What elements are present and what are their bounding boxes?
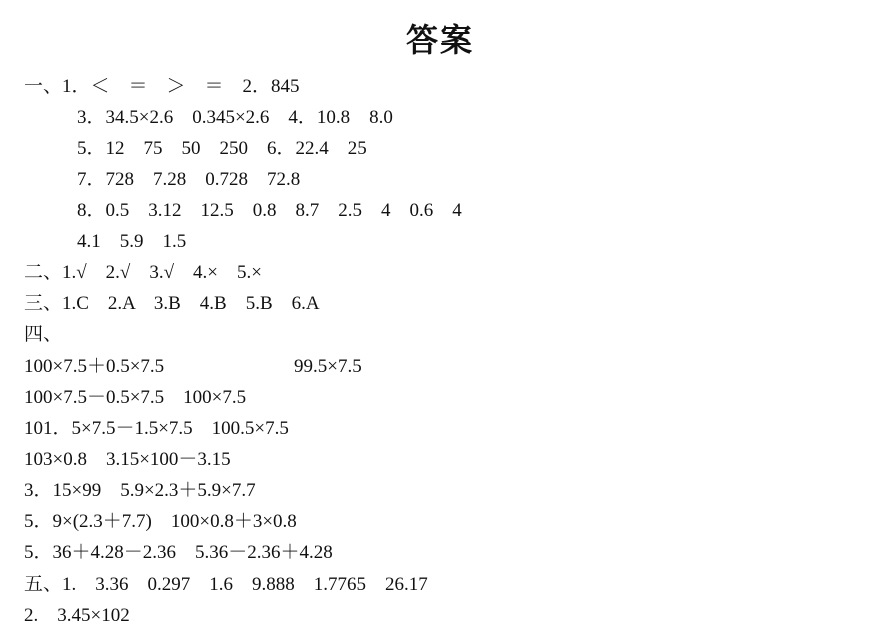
answer-line-2: 二、1.√ 2.√ 3.√ 4.× 5.× — [24, 262, 262, 283]
answer-line-1-3: 3．34.5×2.6 0.345×2.6 4．10.8 8.0 — [77, 107, 393, 128]
answer-line-4-d: 103×0.8 3.15×100－3.15 — [24, 449, 231, 470]
answer-line-3: 三、1.C 2.A 3.B 4.B 5.B 6.A — [24, 293, 320, 314]
answer-line-4-a-right: 99.5×7.5 — [294, 356, 362, 377]
answer-line-4-a: 100×7.5＋0.5×7.5 — [24, 356, 165, 377]
answer-line-1-7: 7．728 7.28 0.728 72.8 — [77, 169, 301, 190]
answer-line-4-g: 5．36＋4.28－2.36 5.36－2.36＋4.28 — [24, 542, 333, 563]
answer-line-4-heading: 四、 — [24, 324, 63, 345]
answer-line-5-2: 2. 3.45×102 — [24, 605, 130, 626]
answer-line-4-e: 3．15×99 5.9×2.3＋5.9×7.7 — [24, 480, 256, 501]
page-title: 答案 — [405, 21, 474, 59]
answer-line-1-8-cont: 4.1 5.9 1.5 — [77, 231, 187, 252]
answer-line-1-5: 5．12 75 50 250 6．22.4 25 — [77, 138, 367, 159]
answer-line-5-1: 五、1. 3.36 0.297 1.6 9.888 1.7765 26.17 — [24, 574, 428, 595]
answer-line-4-c: 101．5×7.5－1.5×7.5 100.5×7.5 — [24, 418, 289, 439]
answer-line-1-8: 8．0.5 3.12 12.5 0.8 8.7 2.5 4 0.6 4 — [77, 200, 462, 221]
answer-line-4-b: 100×7.5－0.5×7.5 100×7.5 — [24, 387, 247, 408]
answer-line-4-f: 5．9×(2.3＋7.7) 100×0.8＋3×0.8 — [24, 511, 297, 532]
answer-line-1-1: 一、1．＜ ＝ ＞ ＝ 2．845 — [24, 76, 300, 97]
